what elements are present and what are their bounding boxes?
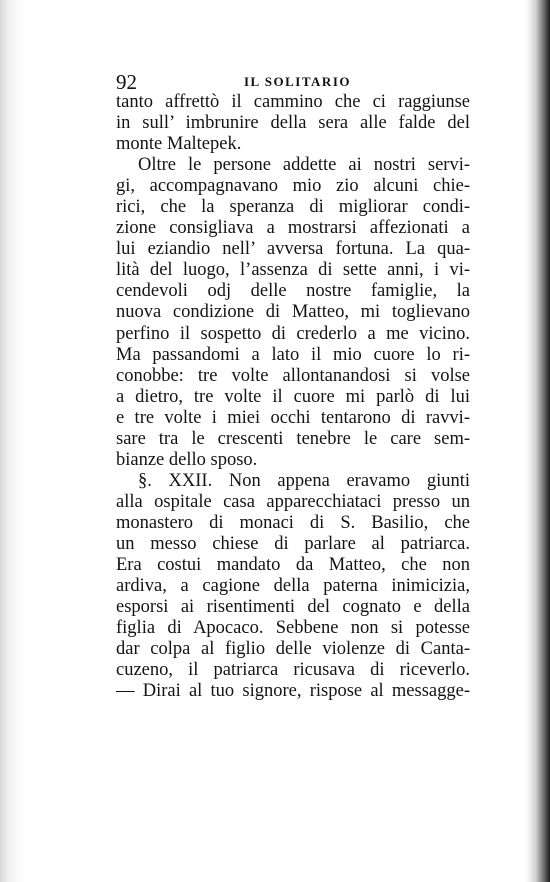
text-line: — Dirai al tuo signore, rispose al messagge- [116, 681, 470, 702]
text-line: alla ospitale casa apparecchiataci presso un [116, 491, 470, 512]
text-line: figlia di Apocaco. Sebbene non si potesse [116, 618, 470, 639]
body-text [116, 92, 470, 702]
text-line: Ma passandomi a lato il mio cuore lo ri- [116, 344, 470, 365]
text-line: tanto affrettò il cammino che ci raggiunse [116, 92, 470, 112]
text-line: zione consigliava a mostrarsi affezionati a [116, 218, 470, 239]
page-number: 92 [116, 70, 137, 94]
text-line: lità del luogo, l’assenza di sette anni, i vi- [116, 260, 470, 281]
running-title: IL SOLITARIO [244, 74, 351, 89]
text-line: monastero di monaci di S. Basilio, che [116, 512, 470, 533]
text-line: in sull’ imbrunire della sera alle falde del [116, 113, 470, 134]
text-line: perfino il sospetto di crederlo a me vicino. [116, 323, 470, 344]
text-line: dar colpa al figlio delle violenze di Canta- [116, 639, 470, 660]
text-line: §. XXII. Non appena eravamo giunti [138, 470, 470, 491]
text-line: sare tra le crescenti tenebre le care sem- [116, 428, 470, 449]
text-line: lui eziandio nell’ avversa fortuna. La qua- [116, 239, 470, 260]
text-line: gi, accompagnavano mio zio alcuni chie- [116, 176, 470, 197]
text-line: conobbe: tre volte allontanandosi si volse [116, 365, 470, 386]
text-line: rici, che la speranza di migliorar condi- [116, 197, 470, 218]
text-line: nuova condizione di Matteo, mi toglievano [116, 302, 470, 323]
text-line: monte Maltepek. [116, 134, 242, 155]
page-header [116, 71, 470, 93]
text-line: un messo chiese di parlare al patriarca. [116, 533, 470, 554]
text-line: e tre volte i miei occhi tentarono di ravvi- [116, 407, 470, 428]
text-line: bianze dello sposo. [116, 449, 258, 470]
text-line: esporsi ai risentimenti del cognato e della [116, 597, 470, 618]
text-line: a dietro, tre volte il cuore mi parlò di lui [116, 386, 470, 407]
text-line: Oltre le persone addette ai nostri servi- [138, 155, 470, 176]
text-line: cuzeno, il patriarca ricusava di riceverlo. [116, 660, 470, 681]
text-line: cendevoli odj delle nostre famiglie, la [116, 281, 470, 302]
text-line: Era costui mandato da Matteo, che non [116, 555, 470, 576]
text-line: ardiva, a cagione della paterna inimicizia, [116, 576, 470, 597]
